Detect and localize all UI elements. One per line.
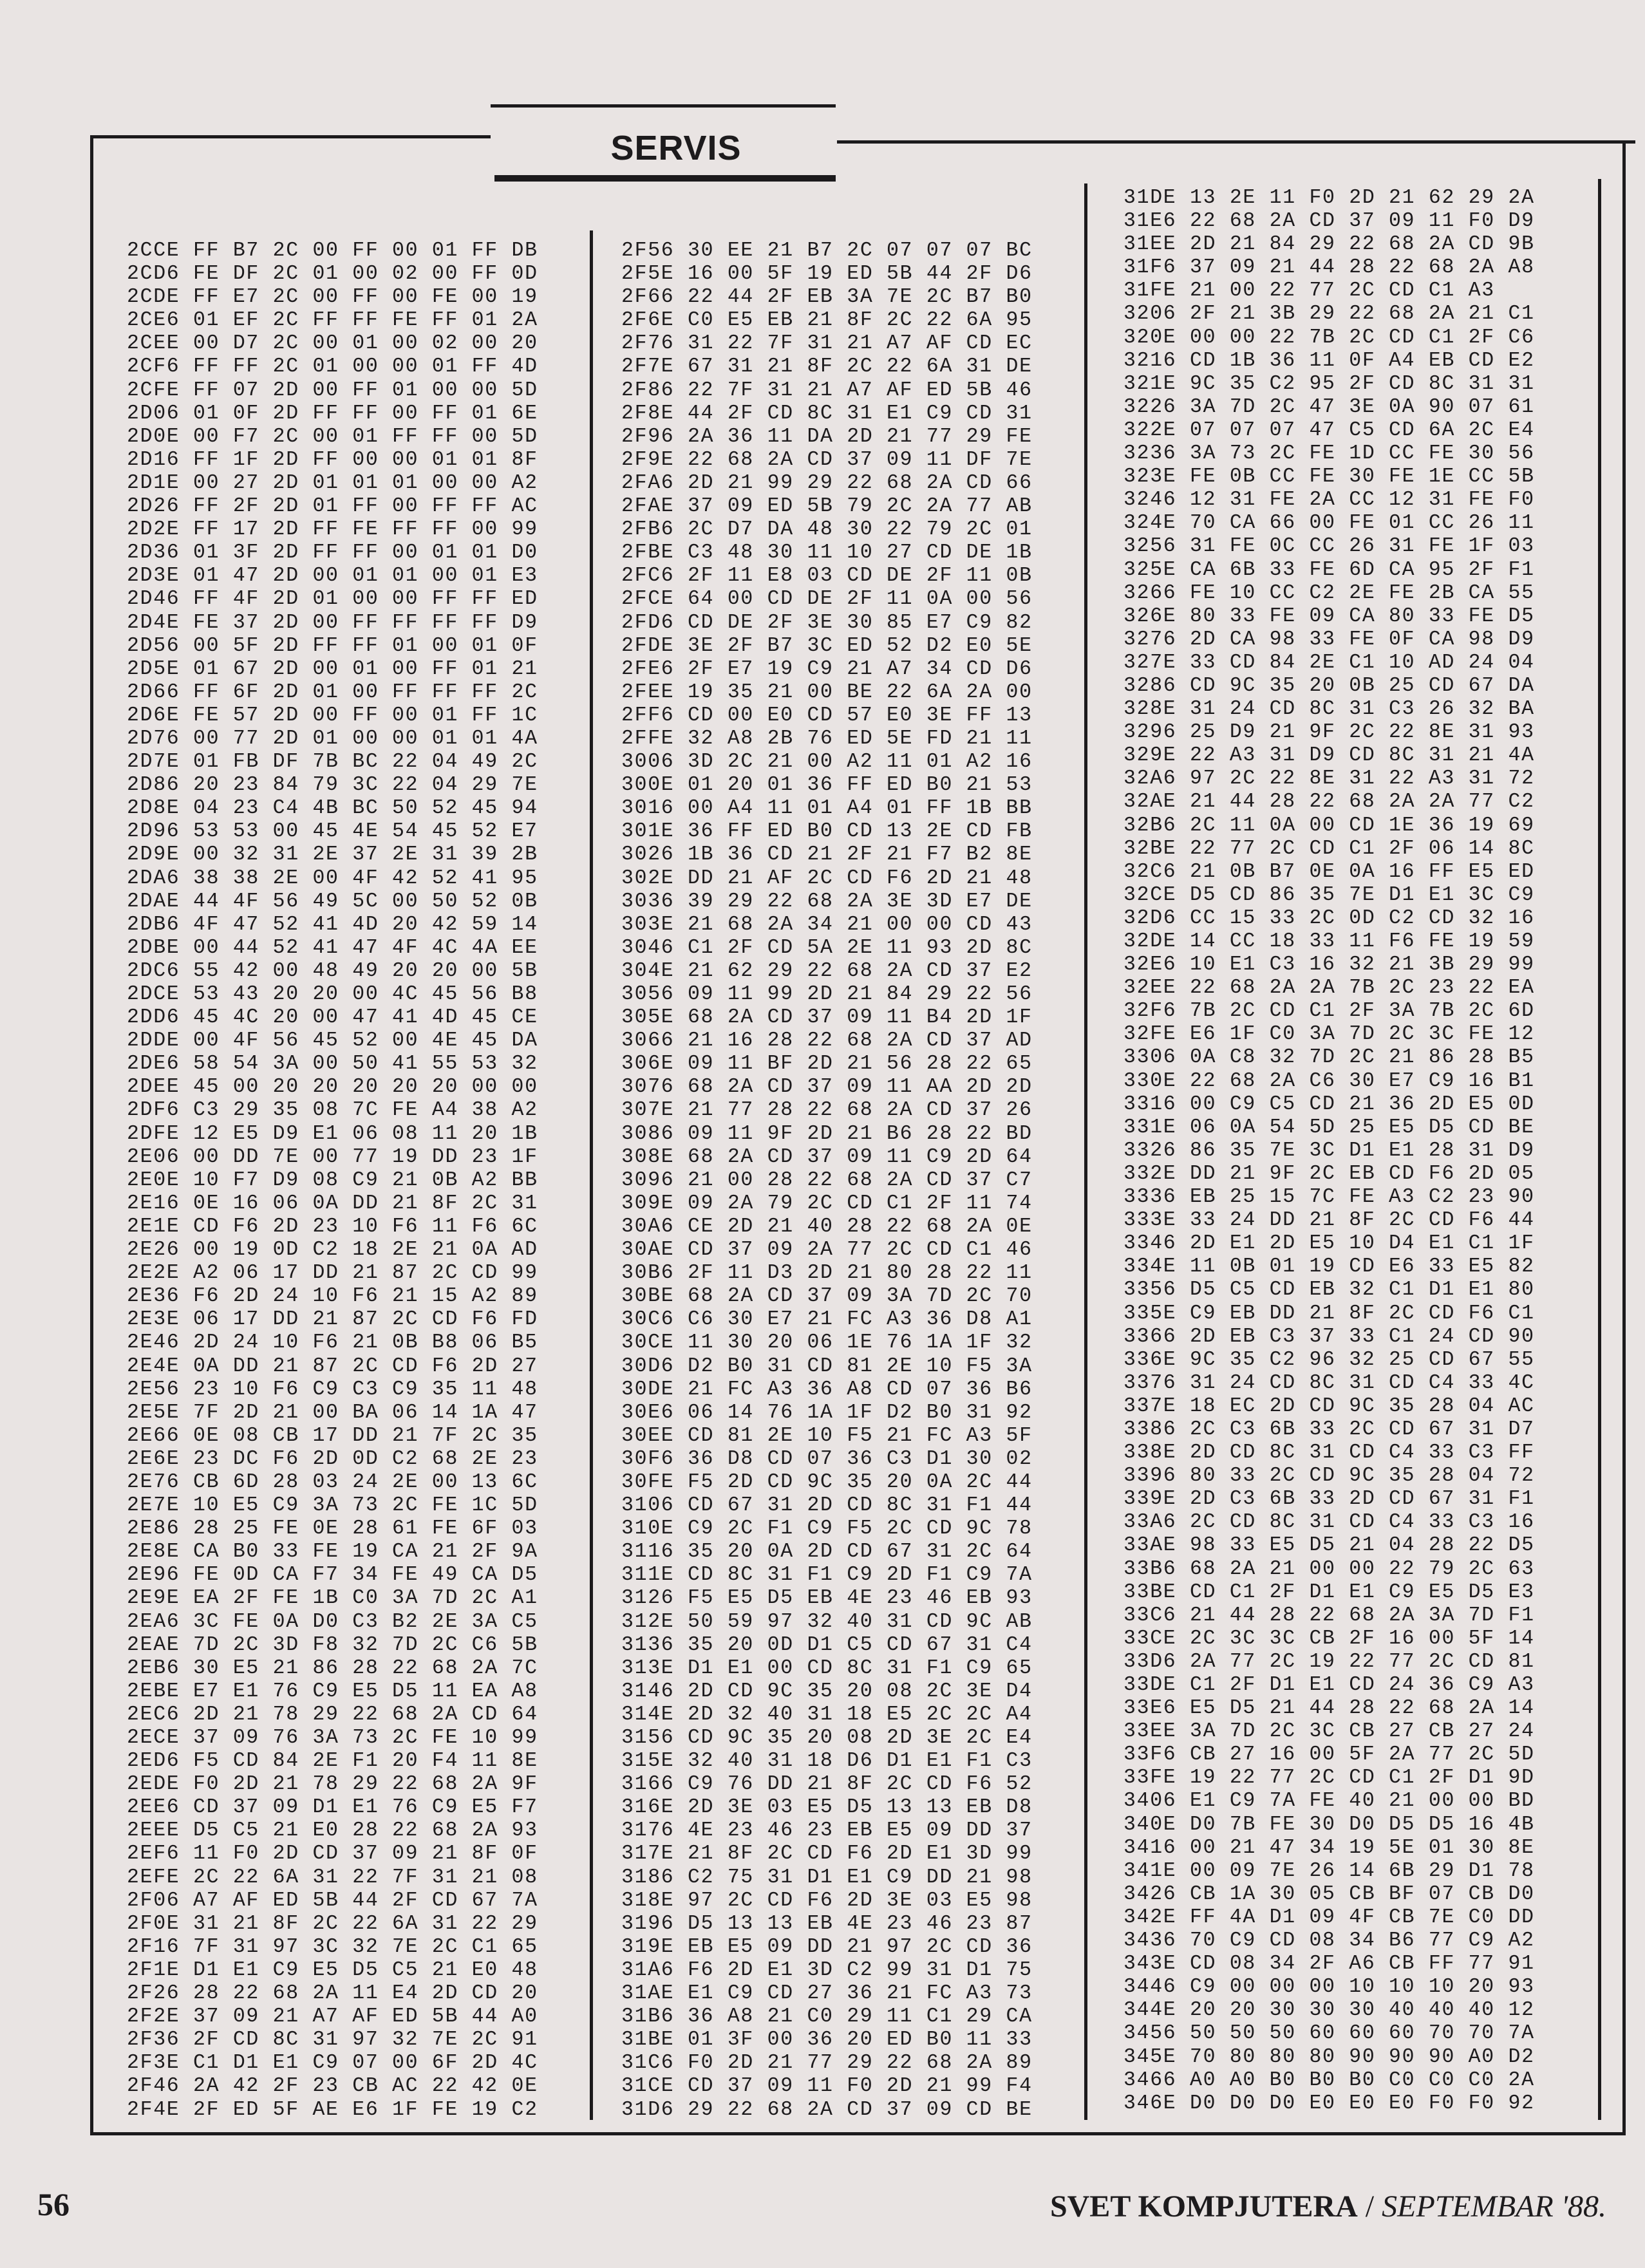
hex-dump-row: 2E3E 06 17 DD 21 87 2C CD F6 FD	[127, 1308, 538, 1331]
hex-dump-row: 310E C9 2C F1 C9 F5 2C CD 9C 78	[621, 1517, 1033, 1541]
hex-dump-row: 31EE 2D 21 84 29 22 68 2A CD 9B	[1123, 233, 1535, 256]
hex-dump-row: 2DAE 44 4F 56 49 5C 00 50 52 0B	[127, 890, 538, 913]
hex-dump-row: 2EE6 CD 37 09 D1 E1 76 C9 E5 F7	[127, 1796, 538, 1819]
hex-dump-row: 2E36 F6 2D 24 10 F6 21 15 A2 89	[127, 1285, 538, 1308]
hex-dump-row: 31C6 F0 2D 21 77 29 22 68 2A 89	[621, 2052, 1033, 2075]
hex-dump-row: 2F5E 16 00 5F 19 ED 5B 44 2F D6	[621, 263, 1033, 286]
hex-dump-column-2	[621, 239, 1033, 2122]
hex-dump-row: 2E1E CD F6 2D 23 10 F6 11 F6 6C	[127, 1215, 538, 1238]
page-number: 56	[37, 2186, 70, 2222]
hex-dump-row: 309E 09 2A 79 2C CD C1 2F 11 74	[621, 1192, 1033, 1215]
hex-dump-row: 345E 70 80 80 80 90 90 90 A0 D2	[1123, 2045, 1535, 2068]
frame-bottom-rule	[90, 2132, 1626, 2135]
hex-dump-row: 2CD6 FE DF 2C 01 00 02 00 FF 0D	[127, 263, 538, 286]
hex-dump-row: 31A6 F6 2D E1 3D C2 99 31 D1 75	[621, 1958, 1033, 1982]
hex-dump-row: 31CE CD 37 09 11 F0 2D 21 99 F4	[621, 2075, 1033, 2098]
hex-dump-row: 3366 2D EB C3 37 33 C1 24 CD 90	[1123, 1325, 1535, 1348]
hex-dump-row: 2EEE D5 C5 21 E0 28 22 68 2A 93	[127, 1819, 538, 1842]
hex-dump-row: 332E DD 21 9F 2C EB CD F6 2D 05	[1123, 1162, 1535, 1185]
hex-dump-row: 3126 F5 E5 D5 EB 4E 23 46 EB 93	[621, 1587, 1033, 1610]
hex-dump-row: 3326 86 35 7E 3C D1 E1 28 31 D9	[1123, 1139, 1535, 1162]
hex-dump-row: 3186 C2 75 31 D1 E1 C9 DD 21 98	[621, 1866, 1033, 1889]
hex-dump-row: 329E 22 A3 31 D9 CD 8C 31 21 4A	[1123, 744, 1535, 767]
hex-dump-row: 2D66 FF 6F 2D 01 00 FF FF FF 2C	[127, 680, 538, 704]
hex-dump-row: 30EE CD 81 2E 10 F5 21 FC A3 5F	[621, 1424, 1033, 1447]
hex-dump-row: 2D3E 01 47 2D 00 01 01 00 01 E3	[127, 565, 538, 588]
hex-dump-row: 2FC6 2F 11 E8 03 CD DE 2F 11 0B	[621, 565, 1033, 588]
hex-dump-row: 3346 2D E1 2D E5 10 D4 E1 C1 1F	[1123, 1232, 1535, 1255]
hex-dump-row: 3176 4E 23 46 23 EB E5 09 DD 37	[621, 1819, 1033, 1842]
footer-separator: /	[1357, 2189, 1382, 2224]
hex-dump-row: 2CFE FF 07 2D 00 FF 01 00 00 5D	[127, 379, 538, 402]
hex-dump-row: 336E 9C 35 C2 96 32 25 CD 67 55	[1123, 1348, 1535, 1371]
hex-dump-row: 314E 2D 32 40 31 18 E5 2C 2C A4	[621, 1703, 1033, 1726]
hex-dump-row: 2D2E FF 17 2D FF FE FF FF 00 99	[127, 518, 538, 541]
hex-dump-row: 30DE 21 FC A3 36 A8 CD 07 36 B6	[621, 1378, 1033, 1401]
hex-dump-row: 325E CA 6B 33 FE 6D CA 95 2F F1	[1123, 558, 1535, 581]
hex-dump-row: 3386 2C C3 6B 33 2C CD 67 31 D7	[1123, 1418, 1535, 1441]
hex-dump-row: 2D16 FF 1F 2D FF 00 00 01 01 8F	[127, 448, 538, 471]
hex-dump-row: 308E 68 2A CD 37 09 11 C9 2D 64	[621, 1145, 1033, 1168]
hex-dump-row: 3156 CD 9C 35 20 08 2D 3E 2C E4	[621, 1727, 1033, 1749]
hex-dump-row: 2FA6 2D 21 99 29 22 68 2A CD 66	[621, 471, 1033, 494]
hex-dump-row: 33BE CD C1 2F D1 E1 C9 E5 D5 E3	[1123, 1580, 1535, 1604]
hex-dump-row: 305E 68 2A CD 37 09 11 B4 2D 1F	[621, 1006, 1033, 1029]
hex-dump-row: 32E6 10 E1 C3 16 32 21 3B 29 99	[1123, 953, 1535, 977]
hex-dump-row: 318E 97 2C CD F6 2D 3E 03 E5 98	[621, 1889, 1033, 1912]
hex-dump-row: 2DF6 C3 29 35 08 7C FE A4 38 A2	[127, 1099, 538, 1122]
hex-dump-row: 2DCE 53 43 20 20 00 4C 45 56 B8	[127, 983, 538, 1006]
hex-dump-row: 33F6 CB 27 16 00 5F 2A 77 2C 5D	[1123, 1743, 1535, 1767]
hex-dump-row: 3276 2D CA 98 33 FE 0F CA 98 D9	[1123, 628, 1535, 651]
hex-dump-row: 2D36 01 3F 2D FF FF 00 01 01 D0	[127, 541, 538, 565]
hex-dump-row: 3446 C9 00 00 00 10 10 10 20 93	[1123, 1976, 1535, 1999]
hex-dump-row: 2CCE FF B7 2C 00 FF 00 01 FF DB	[127, 239, 538, 262]
hex-dump-row: 2DC6 55 42 00 48 49 20 20 00 5B	[127, 959, 538, 982]
hex-dump-row: 2E7E 10 E5 C9 3A 73 2C FE 1C 5D	[127, 1494, 538, 1517]
hex-dump-row: 2EF6 11 F0 2D CD 37 09 21 8F 0F	[127, 1842, 538, 1866]
hex-dump-row: 342E FF 4A D1 09 4F CB 7E C0 DD	[1123, 1906, 1535, 1929]
section-title: SERVIS	[610, 129, 742, 167]
hex-dump-row: 32D6 CC 15 33 2C 0D C2 CD 32 16	[1123, 906, 1535, 930]
hex-dump-row: 2E9E EA 2F FE 1B C0 3A 7D 2C A1	[127, 1587, 538, 1610]
hex-dump-row: 31AE E1 C9 CD 27 36 21 FC A3 73	[621, 1982, 1033, 2005]
hex-dump-row: 32AE 21 44 28 22 68 2A 2A 77 C2	[1123, 791, 1535, 814]
hex-dump-row: 343E CD 08 34 2F A6 CB FF 77 91	[1123, 1953, 1535, 1976]
hex-dump-row: 33A6 2C CD 8C 31 CD C4 33 C3 16	[1123, 1511, 1535, 1534]
hex-dump-row: 315E 32 40 31 18 D6 D1 E1 F1 C3	[621, 1750, 1033, 1773]
hex-dump-row: 30C6 C6 30 E7 21 FC A3 36 D8 A1	[621, 1308, 1033, 1331]
hex-dump-row: 2CEE 00 D7 2C 00 01 00 02 00 20	[127, 332, 538, 355]
hex-dump-row: 33AE 98 33 E5 D5 21 04 28 22 D5	[1123, 1534, 1535, 1557]
hex-dump-row: 335E C9 EB DD 21 8F 2C CD F6 C1	[1123, 1302, 1535, 1325]
hex-dump-row: 2E0E 10 F7 D9 08 C9 21 0B A2 BB	[127, 1168, 538, 1192]
hex-dump-column-1	[127, 239, 538, 2122]
hex-dump-row: 2F4E 2F ED 5F AE E6 1F FE 19 C2	[127, 2098, 538, 2121]
footer-publication	[1050, 2189, 1606, 2224]
hex-dump-row: 2E46 2D 24 10 F6 21 0B B8 06 B5	[127, 1331, 538, 1354]
header-underline-rule	[494, 175, 836, 182]
magazine-name: SVET KOMPJUTERA	[1049, 2189, 1358, 2224]
hex-dump-row: 33D6 2A 77 2C 19 22 77 2C CD 81	[1123, 1650, 1535, 1673]
hex-dump-row: 330E 22 68 2A C6 30 E7 C9 16 B1	[1123, 1069, 1535, 1092]
hex-dump-row: 2F26 28 22 68 2A 11 E4 2D CD 20	[127, 1982, 538, 2005]
hex-dump-row: 33CE 2C 3C 3C CB 2F 16 00 5F 14	[1123, 1627, 1535, 1650]
hex-dump-row: 33EE 3A 7D 2C 3C CB 27 CB 27 24	[1123, 1720, 1535, 1743]
hex-dump-row: 2E16 0E 16 06 0A DD 21 8F 2C 31	[127, 1192, 538, 1215]
hex-dump-row: 3246 12 31 FE 2A CC 12 31 FE F0	[1123, 489, 1535, 512]
hex-dump-row: 32B6 2C 11 0A 00 CD 1E 36 19 69	[1123, 814, 1535, 837]
hex-dump-row: 2F46 2A 42 2F 23 CB AC 22 42 0E	[127, 2075, 538, 2098]
hex-dump-row: 2EBE E7 E1 76 C9 E5 D5 11 EA A8	[127, 1680, 538, 1703]
hex-dump-row: 3086 09 11 9F 2D 21 B6 28 22 BD	[621, 1122, 1033, 1145]
hex-dump-row: 31DE 13 2E 11 F0 2D 21 62 29 2A	[1123, 187, 1535, 209]
hex-dump-row: 3436 70 C9 CD 08 34 B6 77 C9 A2	[1123, 1929, 1535, 1953]
hex-dump-row: 2FBE C3 48 30 11 10 27 CD DE 1B	[621, 541, 1033, 565]
hex-dump-row: 3006 3D 2C 21 00 A2 11 01 A2 16	[621, 751, 1033, 774]
hex-dump-row: 2D46 FF 4F 2D 01 00 00 FF FF ED	[127, 588, 538, 611]
hex-dump-row: 31FE 21 00 22 77 2C CD C1 A3	[1123, 279, 1495, 303]
hex-dump-row: 2D6E FE 57 2D 00 FF 00 01 FF 1C	[127, 704, 538, 727]
hex-dump-row: 3166 C9 76 DD 21 8F 2C CD F6 52	[621, 1773, 1033, 1796]
hex-dump-row: 2EC6 2D 21 78 29 22 68 2A CD 64	[127, 1703, 538, 1726]
hex-dump-row: 301E 36 FF ED B0 CD 13 2E CD FB	[621, 820, 1033, 843]
hex-dump-row: 2CDE FF E7 2C 00 FF 00 FE 00 19	[127, 286, 538, 309]
hex-dump-row: 2FEE 19 35 21 00 BE 22 6A 2A 00	[621, 680, 1033, 704]
hex-dump-row: 2F0E 31 21 8F 2C 22 6A 31 22 29	[127, 1912, 538, 1935]
hex-dump-column-3	[1123, 187, 1535, 2115]
hex-dump-row: 3206 2F 21 3B 29 22 68 2A 21 C1	[1123, 303, 1535, 326]
hex-dump-row: 2E5E 7F 2D 21 00 BA 06 14 1A 47	[127, 1401, 538, 1424]
hex-dump-row: 2EB6 30 E5 21 86 28 22 68 2A 7C	[127, 1656, 538, 1680]
hex-dump-row: 2DD6 45 4C 20 00 47 41 4D 45 CE	[127, 1006, 538, 1029]
hex-dump-row: 32DE 14 CC 18 33 11 F6 FE 19 59	[1123, 930, 1535, 953]
hex-dump-row: 346E D0 D0 D0 E0 E0 E0 F0 F0 92	[1123, 2092, 1535, 2115]
hex-dump-row: 2F8E 44 2F CD 8C 31 E1 C9 CD 31	[621, 402, 1033, 425]
hex-dump-row: 30F6 36 D8 CD 07 36 C3 D1 30 02	[621, 1447, 1033, 1470]
hex-dump-row: 32CE D5 CD 86 35 7E D1 E1 3C C9	[1123, 883, 1535, 906]
hex-dump-row: 3016 00 A4 11 01 A4 01 FF 1B BB	[621, 797, 1033, 820]
hex-dump-row: 32A6 97 2C 22 8E 31 22 A3 31 72	[1123, 767, 1535, 791]
hex-dump-row: 320E 00 00 22 7B 2C CD C1 2F C6	[1123, 326, 1535, 349]
hex-dump-row: 3046 C1 2F CD 5A 2E 11 93 2D 8C	[621, 936, 1033, 959]
header-left-rule	[90, 135, 491, 138]
header-top-rule	[491, 104, 836, 108]
frame-right-rule	[1622, 140, 1626, 2134]
hex-dump-row: 2E86 28 25 FE 0E 28 61 FE 6F 03	[127, 1517, 538, 1541]
hex-dump-row: 2FAE 37 09 ED 5B 79 2C 2A 77 AB	[621, 495, 1033, 518]
issue-date: SEPTEMBAR '88.	[1382, 2189, 1606, 2224]
hex-dump-row: 327E 33 CD 84 2E C1 10 AD 24 04	[1123, 651, 1535, 674]
hex-dump-row: 3026 1B 36 CD 21 2F 21 F7 B2 8E	[621, 843, 1033, 867]
hex-dump-row: 2F96 2A 36 11 DA 2D 21 77 29 FE	[621, 425, 1033, 448]
hex-dump-row: 30CE 11 30 20 06 1E 76 1A 1F 32	[621, 1331, 1033, 1354]
hex-dump-row: 3296 25 D9 21 9F 2C 22 8E 31 93	[1123, 721, 1535, 744]
hex-dump-row: 32BE 22 77 2C CD C1 2F 06 14 8C	[1123, 837, 1535, 860]
hex-dump-row: 2E2E A2 06 17 DD 21 87 2C CD 99	[127, 1262, 538, 1285]
hex-dump-row: 307E 21 77 28 22 68 2A CD 37 26	[621, 1099, 1033, 1122]
hex-dump-row: 2EA6 3C FE 0A D0 C3 B2 2E 3A C5	[127, 1610, 538, 1633]
hex-dump-row: 3216 CD 1B 36 11 0F A4 EB CD E2	[1123, 349, 1535, 372]
hex-dump-row: 2D96 53 53 00 45 4E 54 45 52 E7	[127, 820, 538, 843]
hex-dump-row: 317E 21 8F 2C CD F6 2D E1 3D 99	[621, 1842, 1033, 1866]
hex-dump-row: 31BE 01 3F 00 36 20 ED B0 11 33	[621, 2029, 1033, 2052]
hex-dump-row: 33C6 21 44 28 22 68 2A 3A 7D F1	[1123, 1604, 1535, 1627]
hex-dump-row: 32F6 7B 2C CD C1 2F 3A 7B 2C 6D	[1123, 1000, 1535, 1023]
hex-dump-row: 339E 2D C3 6B 33 2D CD 67 31 F1	[1123, 1488, 1535, 1511]
hex-dump-row: 30AE CD 37 09 2A 77 2C CD C1 46	[621, 1239, 1033, 1262]
hex-dump-row: 2E06 00 DD 7E 00 77 19 DD 23 1F	[127, 1145, 538, 1168]
hex-dump-row: 3226 3A 7D 2C 47 3E 0A 90 07 61	[1123, 395, 1535, 418]
hex-dump-row: 2D26 FF 2F 2D 01 FF 00 FF FF AC	[127, 495, 538, 518]
hex-dump-row: 2E66 0E 08 CB 17 DD 21 7F 2C 35	[127, 1424, 538, 1447]
hex-dump-row: 2D8E 04 23 C4 4B BC 50 52 45 94	[127, 797, 538, 820]
hex-dump-row: 337E 18 EC 2D CD 9C 35 28 04 AC	[1123, 1394, 1535, 1418]
hex-dump-row: 31D6 29 22 68 2A CD 37 09 CD BE	[621, 2098, 1033, 2121]
hex-dump-row: 3056 09 11 99 2D 21 84 29 22 56	[621, 983, 1033, 1006]
hex-dump-row: 2D4E FE 37 2D 00 FF FF FF FF D9	[127, 611, 538, 634]
hex-dump-row: 2F9E 22 68 2A CD 37 09 11 DF 7E	[621, 448, 1033, 471]
hex-dump-row: 2FE6 2F E7 19 C9 21 A7 34 CD D6	[621, 657, 1033, 680]
hex-dump-row: 2F7E 67 31 21 8F 2C 22 6A 31 DE	[621, 355, 1033, 379]
header-right-rule	[837, 140, 1635, 144]
hex-dump-row: 30B6 2F 11 D3 2D 21 80 28 22 11	[621, 1262, 1033, 1285]
hex-dump-row: 2EDE F0 2D 21 78 29 22 68 2A 9F	[127, 1773, 538, 1796]
hex-dump-row: 2F06 A7 AF ED 5B 44 2F CD 67 7A	[127, 1889, 538, 1912]
hex-dump-row: 2F86 22 7F 31 21 A7 AF ED 5B 46	[621, 379, 1033, 402]
hex-dump-row: 3136 35 20 0D D1 C5 CD 67 31 C4	[621, 1633, 1033, 1656]
hex-dump-row: 331E 06 0A 54 5D 25 E5 D5 CD BE	[1123, 1116, 1535, 1139]
hex-dump-row: 3236 3A 73 2C FE 1D CC FE 30 56	[1123, 442, 1535, 465]
hex-dump-row: 341E 00 09 7E 26 14 6B 29 D1 78	[1123, 1859, 1535, 1882]
hex-dump-row: 33DE C1 2F D1 E1 CD 24 36 C9 A3	[1123, 1674, 1535, 1696]
hex-dump-row: 2DFE 12 E5 D9 E1 06 08 11 20 1B	[127, 1122, 538, 1145]
hex-dump-row: 328E 31 24 CD 8C 31 C3 26 32 BA	[1123, 698, 1535, 721]
hex-dump-row: 2ECE 37 09 76 3A 73 2C FE 10 99	[127, 1727, 538, 1749]
hex-dump-row: 334E 11 0B 01 19 CD E6 33 E5 82	[1123, 1255, 1535, 1279]
hex-dump-row: 304E 21 62 29 22 68 2A CD 37 E2	[621, 959, 1033, 982]
hex-dump-row: 33E6 E5 D5 21 44 28 22 68 2A 14	[1123, 1697, 1535, 1720]
hex-dump-row: 2FFE 32 A8 2B 76 ED 5E FD 21 11	[621, 727, 1033, 750]
hex-dump-row: 32EE 22 68 2A 2A 7B 2C 23 22 EA	[1123, 977, 1535, 1000]
hex-dump-row: 313E D1 E1 00 CD 8C 31 F1 C9 65	[621, 1656, 1033, 1680]
hex-dump-row: 3146 2D CD 9C 35 20 08 2C 3E D4	[621, 1680, 1033, 1703]
hex-dump-row: 31B6 36 A8 21 C0 29 11 C1 29 CA	[621, 2005, 1033, 2029]
hex-dump-row: 2FDE 3E 2F B7 3C ED 52 D2 E0 5E	[621, 634, 1033, 657]
hex-dump-row: 311E CD 8C 31 F1 C9 2D F1 C9 7A	[621, 1564, 1033, 1587]
hex-dump-row: 2D86 20 23 84 79 3C 22 04 29 7E	[127, 774, 538, 797]
hex-dump-row: 2E96 FE 0D CA F7 34 FE 49 CA D5	[127, 1564, 538, 1587]
hex-dump-row: 32FE E6 1F C0 3A 7D 2C 3C FE 12	[1123, 1023, 1535, 1046]
hex-dump-row: 3066 21 16 28 22 68 2A CD 37 AD	[621, 1029, 1033, 1053]
hex-dump-row: 2DA6 38 38 2E 00 4F 42 52 41 95	[127, 867, 538, 890]
hex-dump-row: 2F56 30 EE 21 B7 2C 07 07 07 BC	[621, 239, 1033, 262]
hex-dump-row: 338E 2D CD 8C 31 CD C4 33 C3 FF	[1123, 1441, 1535, 1465]
hex-dump-row: 333E 33 24 DD 21 8F 2C CD F6 44	[1123, 1209, 1535, 1232]
hex-dump-row: 2F6E C0 E5 EB 21 8F 2C 22 6A 95	[621, 309, 1033, 332]
hex-dump-row: 2D1E 00 27 2D 01 01 01 00 00 A2	[127, 471, 538, 494]
hex-dump-row: 2E8E CA B0 33 FE 19 CA 21 2F 9A	[127, 1541, 538, 1564]
hex-dump-row: 2E26 00 19 0D C2 18 2E 21 0A AD	[127, 1239, 538, 1262]
hex-dump-row: 302E DD 21 AF 2C CD F6 2D 21 48	[621, 867, 1033, 890]
hex-dump-row: 2F16 7F 31 97 3C 32 7E 2C C1 65	[127, 1935, 538, 1958]
hex-dump-row: 2ED6 F5 CD 84 2E F1 20 F4 11 8E	[127, 1750, 538, 1773]
hex-dump-row: 323E FE 0B CC FE 30 FE 1E CC 5B	[1123, 465, 1535, 489]
hex-dump-row: 2FCE 64 00 CD DE 2F 11 0A 00 56	[621, 588, 1033, 611]
column-separator-2	[1084, 183, 1087, 2120]
hex-dump-row: 2DE6 58 54 3A 00 50 41 55 53 32	[127, 1053, 538, 1076]
hex-dump-row: 3286 CD 9C 35 20 0B 25 CD 67 DA	[1123, 674, 1535, 697]
hex-dump-row: 316E 2D 3E 03 E5 D5 13 13 EB D8	[621, 1796, 1033, 1819]
hex-dump-row: 31E6 22 68 2A CD 37 09 11 F0 D9	[1123, 210, 1535, 233]
hex-dump-row: 321E 9C 35 C2 95 2F CD 8C 31 31	[1123, 372, 1535, 395]
hex-dump-row: 2DDE 00 4F 56 45 52 00 4E 45 DA	[127, 1029, 538, 1053]
hex-dump-row: 2CE6 01 EF 2C FF FF FE FF 01 2A	[127, 309, 538, 332]
hex-dump-row: 30E6 06 14 76 1A 1F D2 B0 31 92	[621, 1401, 1033, 1424]
hex-dump-row: 30BE 68 2A CD 37 09 3A 7D 2C 70	[621, 1285, 1033, 1308]
hex-dump-row: 2FB6 2C D7 DA 48 30 22 79 2C 01	[621, 518, 1033, 541]
hex-dump-row: 2F66 22 44 2F EB 3A 7E 2C B7 B0	[621, 286, 1033, 309]
hex-dump-row: 2F1E D1 E1 C9 E5 D5 C5 21 E0 48	[127, 1958, 538, 1982]
hex-dump-row: 340E D0 7B FE 30 D0 D5 D5 16 4B	[1123, 1813, 1535, 1836]
hex-dump-row: 30A6 CE 2D 21 40 28 22 68 2A 0E	[621, 1215, 1033, 1238]
hex-dump-row: 3256 31 FE 0C CC 26 31 FE 1F 03	[1123, 535, 1535, 558]
hex-dump-row: 2D56 00 5F 2D FF FF 01 00 01 0F	[127, 634, 538, 657]
hex-dump-row: 319E EB E5 09 DD 21 97 2C CD 36	[621, 1935, 1033, 1958]
column-separator-1	[590, 230, 593, 2120]
hex-dump-row: 2EFE 2C 22 6A 31 22 7F 31 21 08	[127, 1866, 538, 1889]
hex-dump-row: 312E 50 59 97 32 40 31 CD 9C AB	[621, 1610, 1033, 1633]
hex-dump-row: 30D6 D2 B0 31 CD 81 2E 10 F5 3A	[621, 1354, 1033, 1378]
hex-dump-row: 300E 01 20 01 36 FF ED B0 21 53	[621, 774, 1033, 797]
hex-dump-row: 3406 E1 C9 7A FE 40 21 00 00 BD	[1123, 1790, 1535, 1813]
hex-dump-row: 3076 68 2A CD 37 09 11 AA 2D 2D	[621, 1076, 1033, 1099]
column-separator-3	[1598, 179, 1601, 2120]
hex-dump-row: 306E 09 11 BF 2D 21 56 28 22 65	[621, 1053, 1033, 1076]
hex-dump-row: 324E 70 CA 66 00 FE 01 CC 26 11	[1123, 512, 1535, 535]
hex-dump-row: 3036 39 29 22 68 2A 3E 3D E7 DE	[621, 890, 1033, 913]
hex-dump-row: 2F36 2F CD 8C 31 97 32 7E 2C 91	[127, 2029, 538, 2052]
hex-dump-row: 3116 35 20 0A 2D CD 67 31 2C 64	[621, 1541, 1033, 1564]
hex-dump-row: 3396 80 33 2C CD 9C 35 28 04 72	[1123, 1465, 1535, 1488]
hex-dump-row: 30FE F5 2D CD 9C 35 20 0A 2C 44	[621, 1470, 1033, 1494]
hex-dump-row: 303E 21 68 2A 34 21 00 00 CD 43	[621, 913, 1033, 936]
hex-dump-row: 2F76 31 22 7F 31 21 A7 AF CD EC	[621, 332, 1033, 355]
hex-dump-row: 3336 EB 25 15 7C FE A3 C2 23 90	[1123, 1186, 1535, 1209]
hex-dump-row: 2EAE 7D 2C 3D F8 32 7D 2C C6 5B	[127, 1633, 538, 1656]
hex-dump-row: 33B6 68 2A 21 00 00 22 79 2C 63	[1123, 1557, 1535, 1580]
hex-dump-row: 2DEE 45 00 20 20 20 20 20 00 00	[127, 1076, 538, 1099]
hex-dump-row: 2E76 CB 6D 28 03 24 2E 00 13 6C	[127, 1470, 538, 1494]
hex-dump-row: 326E 80 33 FE 09 CA 80 33 FE D5	[1123, 604, 1535, 628]
hex-dump-row: 2D9E 00 32 31 2E 37 2E 31 39 2B	[127, 843, 538, 867]
hex-dump-row: 2FF6 CD 00 E0 CD 57 E0 3E FF 13	[621, 704, 1033, 727]
hex-dump-row: 3466 A0 A0 B0 B0 B0 C0 C0 C0 2A	[1123, 2068, 1535, 2092]
hex-dump-row: 2F2E 37 09 21 A7 AF ED 5B 44 A0	[127, 2005, 538, 2029]
hex-dump-row: 2DBE 00 44 52 41 47 4F 4C 4A EE	[127, 936, 538, 959]
hex-dump-row: 3376 31 24 CD 8C 31 CD C4 33 4C	[1123, 1371, 1535, 1394]
hex-dump-row: 2D76 00 77 2D 01 00 00 01 01 4A	[127, 727, 538, 750]
hex-dump-row: 3306 0A C8 32 7D 2C 21 86 28 B5	[1123, 1046, 1535, 1069]
hex-dump-row: 32C6 21 0B B7 0E 0A 16 FF E5 ED	[1123, 860, 1535, 883]
hex-dump-row: 2DB6 4F 47 52 41 4D 20 42 59 14	[127, 913, 538, 936]
hex-dump-row: 2E4E 0A DD 21 87 2C CD F6 2D 27	[127, 1354, 538, 1378]
hex-dump-row: 33FE 19 22 77 2C CD C1 2F D1 9D	[1123, 1767, 1535, 1790]
hex-dump-row: 2F3E C1 D1 E1 C9 07 00 6F 2D 4C	[127, 2052, 538, 2075]
hex-dump-row: 3316 00 C9 C5 CD 21 36 2D E5 0D	[1123, 1092, 1535, 1116]
hex-dump-row: 3096 21 00 28 22 68 2A CD 37 C7	[621, 1168, 1033, 1192]
hex-dump-row: 2D7E 01 FB DF 7B BC 22 04 49 2C	[127, 751, 538, 774]
hex-dump-row: 31F6 37 09 21 44 28 22 68 2A A8	[1123, 256, 1535, 279]
hex-dump-row: 3456 50 50 50 60 60 60 70 70 7A	[1123, 2022, 1535, 2045]
hex-dump-row: 344E 20 20 30 30 30 40 40 40 12	[1123, 1999, 1535, 2022]
hex-dump-row: 2CF6 FF FF 2C 01 00 00 01 FF 4D	[127, 355, 538, 379]
hex-dump-row: 3416 00 21 47 34 19 5E 01 30 8E	[1123, 1836, 1535, 1859]
hex-dump-row: 3356 D5 C5 CD EB 32 C1 D1 E1 80	[1123, 1279, 1535, 1302]
hex-dump-row: 2E56 23 10 F6 C9 C3 C9 35 11 48	[127, 1378, 538, 1401]
hex-dump-row: 2D5E 01 67 2D 00 01 00 FF 01 21	[127, 657, 538, 680]
hex-dump-row: 3426 CB 1A 30 05 CB BF 07 CB D0	[1123, 1882, 1535, 1906]
hex-dump-row: 2E6E 23 DC F6 2D 0D C2 68 2E 23	[127, 1447, 538, 1470]
hex-dump-row: 2D0E 00 F7 2C 00 01 FF FF 00 5D	[127, 425, 538, 448]
hex-dump-row: 3196 D5 13 13 EB 4E 23 46 23 87	[621, 1912, 1033, 1935]
hex-dump-row: 3106 CD 67 31 2D CD 8C 31 F1 44	[621, 1494, 1033, 1517]
hex-dump-row: 2D06 01 0F 2D FF FF 00 FF 01 6E	[127, 402, 538, 425]
frame-left-rule	[90, 135, 93, 2134]
hex-dump-row: 322E 07 07 07 47 C5 CD 6A 2C E4	[1123, 418, 1535, 442]
hex-dump-row: 2FD6 CD DE 2F 3E 30 85 E7 C9 82	[621, 611, 1033, 634]
hex-dump-row: 3266 FE 10 CC C2 2E FE 2B CA 55	[1123, 581, 1535, 604]
